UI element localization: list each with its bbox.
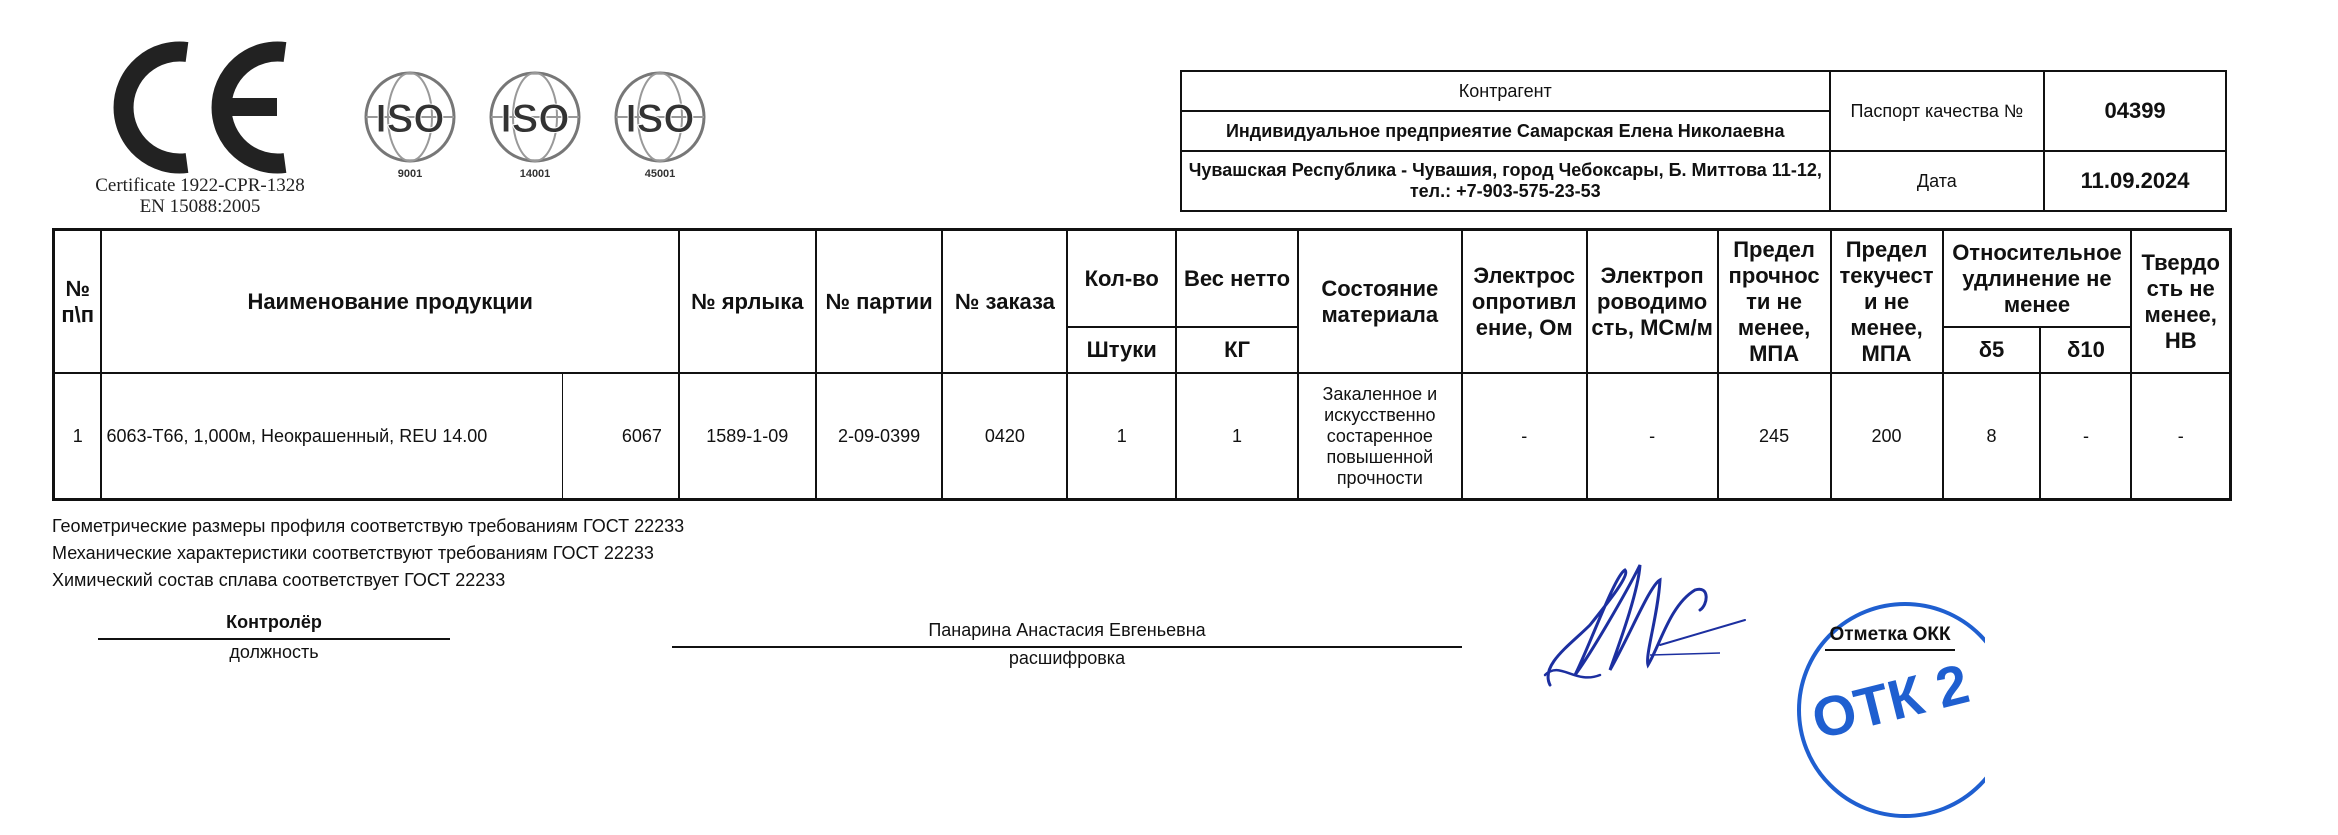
col-tensile-header: Предел прочнос ти не менее, МПА bbox=[1718, 230, 1831, 374]
passport-number: 04399 bbox=[2044, 71, 2226, 151]
contractor-address: Чувашская Республика - Чувашия, город Чебоксары, Б. Миттова 11-12, тел.: +7-903-575-23-53 bbox=[1181, 151, 1830, 211]
iso-14001-badge bbox=[475, 70, 595, 180]
svg-text:ISO: ISO bbox=[625, 97, 695, 141]
cell-label-no: 1589-1-09 bbox=[679, 373, 816, 499]
col-hardness-header: Твердо сть не менее, НВ bbox=[2131, 230, 2230, 374]
note-mechanical: Механические характеристики соответствуют требованиям ГОСТ 22233 bbox=[52, 543, 654, 563]
ce-certificate-text bbox=[70, 175, 330, 217]
cell-yield: 200 bbox=[1831, 373, 1943, 499]
cell-order-no: 0420 bbox=[942, 373, 1067, 499]
col-d10-header: δ10 bbox=[2040, 327, 2131, 373]
iso-globe-icon bbox=[350, 70, 470, 165]
col-label-no-header: № ярлыка bbox=[679, 230, 816, 374]
iso-9001-badge bbox=[350, 70, 470, 180]
col-order-no-header: № заказа bbox=[942, 230, 1067, 374]
iso-number: 14001 bbox=[519, 168, 551, 180]
col-weight-header: Вес нетто bbox=[1176, 230, 1298, 328]
cell-number: 1 bbox=[54, 373, 102, 499]
date-label: Дата bbox=[1830, 151, 2045, 211]
col-d5-header: δ5 bbox=[1943, 327, 2041, 373]
compliance-notes bbox=[52, 513, 684, 594]
col-elongation-header: Относительное удлинение не менее bbox=[1943, 230, 2132, 328]
ce-standard: EN 15088:2005 bbox=[139, 196, 261, 217]
svg-text:ISO: ISO bbox=[375, 97, 445, 141]
product-table bbox=[52, 228, 2232, 501]
col-product-name-header: Наименование продукции bbox=[101, 230, 678, 374]
cell-conductivity: - bbox=[1587, 373, 1718, 499]
col-state-header: Состояние материала bbox=[1298, 230, 1462, 374]
passport-label: Паспорт качества № bbox=[1830, 71, 2045, 151]
col-yield-header: Предел текучест и не менее, МПА bbox=[1831, 230, 1943, 374]
col-weight-unit-header: КГ bbox=[1176, 327, 1298, 373]
contractor-title: Контрагент bbox=[1181, 71, 1830, 111]
iso-45001-badge bbox=[600, 70, 720, 180]
signer-role: Контролёр bbox=[226, 612, 322, 632]
note-geometry: Геометрические размеры профиля соответствую требованиям ГОСТ 22233 bbox=[52, 516, 685, 536]
iso-globe-icon bbox=[475, 70, 595, 165]
cell-weight: 1 bbox=[1176, 373, 1298, 499]
svg-text:Отметка ОКК: Отметка ОКК bbox=[1829, 624, 1951, 645]
col-resistance-header: Электрос опротивл ение, Ом bbox=[1462, 230, 1587, 374]
cell-batch-no: 2-09-0399 bbox=[816, 373, 943, 499]
cell-d10: - bbox=[2040, 373, 2131, 499]
cell-hardness: - bbox=[2131, 373, 2230, 499]
svg-text:ISO: ISO bbox=[500, 97, 570, 141]
col-qty-unit-header: Штуки bbox=[1067, 327, 1176, 373]
stamp-circle-icon bbox=[1795, 590, 1985, 830]
cell-alloy: 6067 bbox=[562, 373, 679, 499]
cell-product-name: 6063-Т66, 1,000м, Неокрашенный, REU 14.00 bbox=[101, 373, 562, 499]
role-caption: должность bbox=[229, 642, 319, 662]
cell-qty: 1 bbox=[1067, 373, 1176, 499]
cell-tensile: 245 bbox=[1718, 373, 1831, 499]
role-underline bbox=[98, 638, 450, 640]
svg-text:ОТК 2: ОТК 2 bbox=[1805, 651, 1975, 751]
contractor-table bbox=[1180, 70, 2227, 212]
col-conductivity-header: Электроп роводимо сть, МСм/м bbox=[1587, 230, 1718, 374]
iso-globe-icon bbox=[600, 70, 720, 165]
table-row bbox=[54, 373, 2231, 499]
cell-d5: 8 bbox=[1943, 373, 2041, 499]
col-qty-header: Кол-во bbox=[1067, 230, 1176, 328]
cell-resistance: - bbox=[1462, 373, 1587, 499]
ce-certificate-number: Certificate 1922-CPR-1328 bbox=[95, 175, 305, 196]
contractor-name: Индивидуальное предприеятие Самарская Елена Николаевна bbox=[1181, 111, 1830, 151]
cell-state: Закаленное и искусственно состаренное повышенной прочности bbox=[1298, 373, 1462, 499]
otk-stamp bbox=[1795, 590, 1985, 830]
iso-number: 9001 bbox=[397, 168, 423, 180]
name-caption: расшифровка bbox=[1008, 648, 1126, 668]
col-number-header: № п\п bbox=[54, 230, 102, 374]
col-batch-no-header: № партии bbox=[816, 230, 943, 374]
ce-mark-logo bbox=[95, 40, 295, 175]
note-chemical: Химический состав сплава соответствует ГОСТ 22233 bbox=[52, 570, 506, 590]
signer-name: Панарина Анастасия Евгеньевна bbox=[928, 620, 1206, 640]
handwritten-signature bbox=[1530, 535, 1760, 705]
iso-number: 45001 bbox=[644, 168, 676, 180]
date-value: 11.09.2024 bbox=[2044, 151, 2226, 211]
